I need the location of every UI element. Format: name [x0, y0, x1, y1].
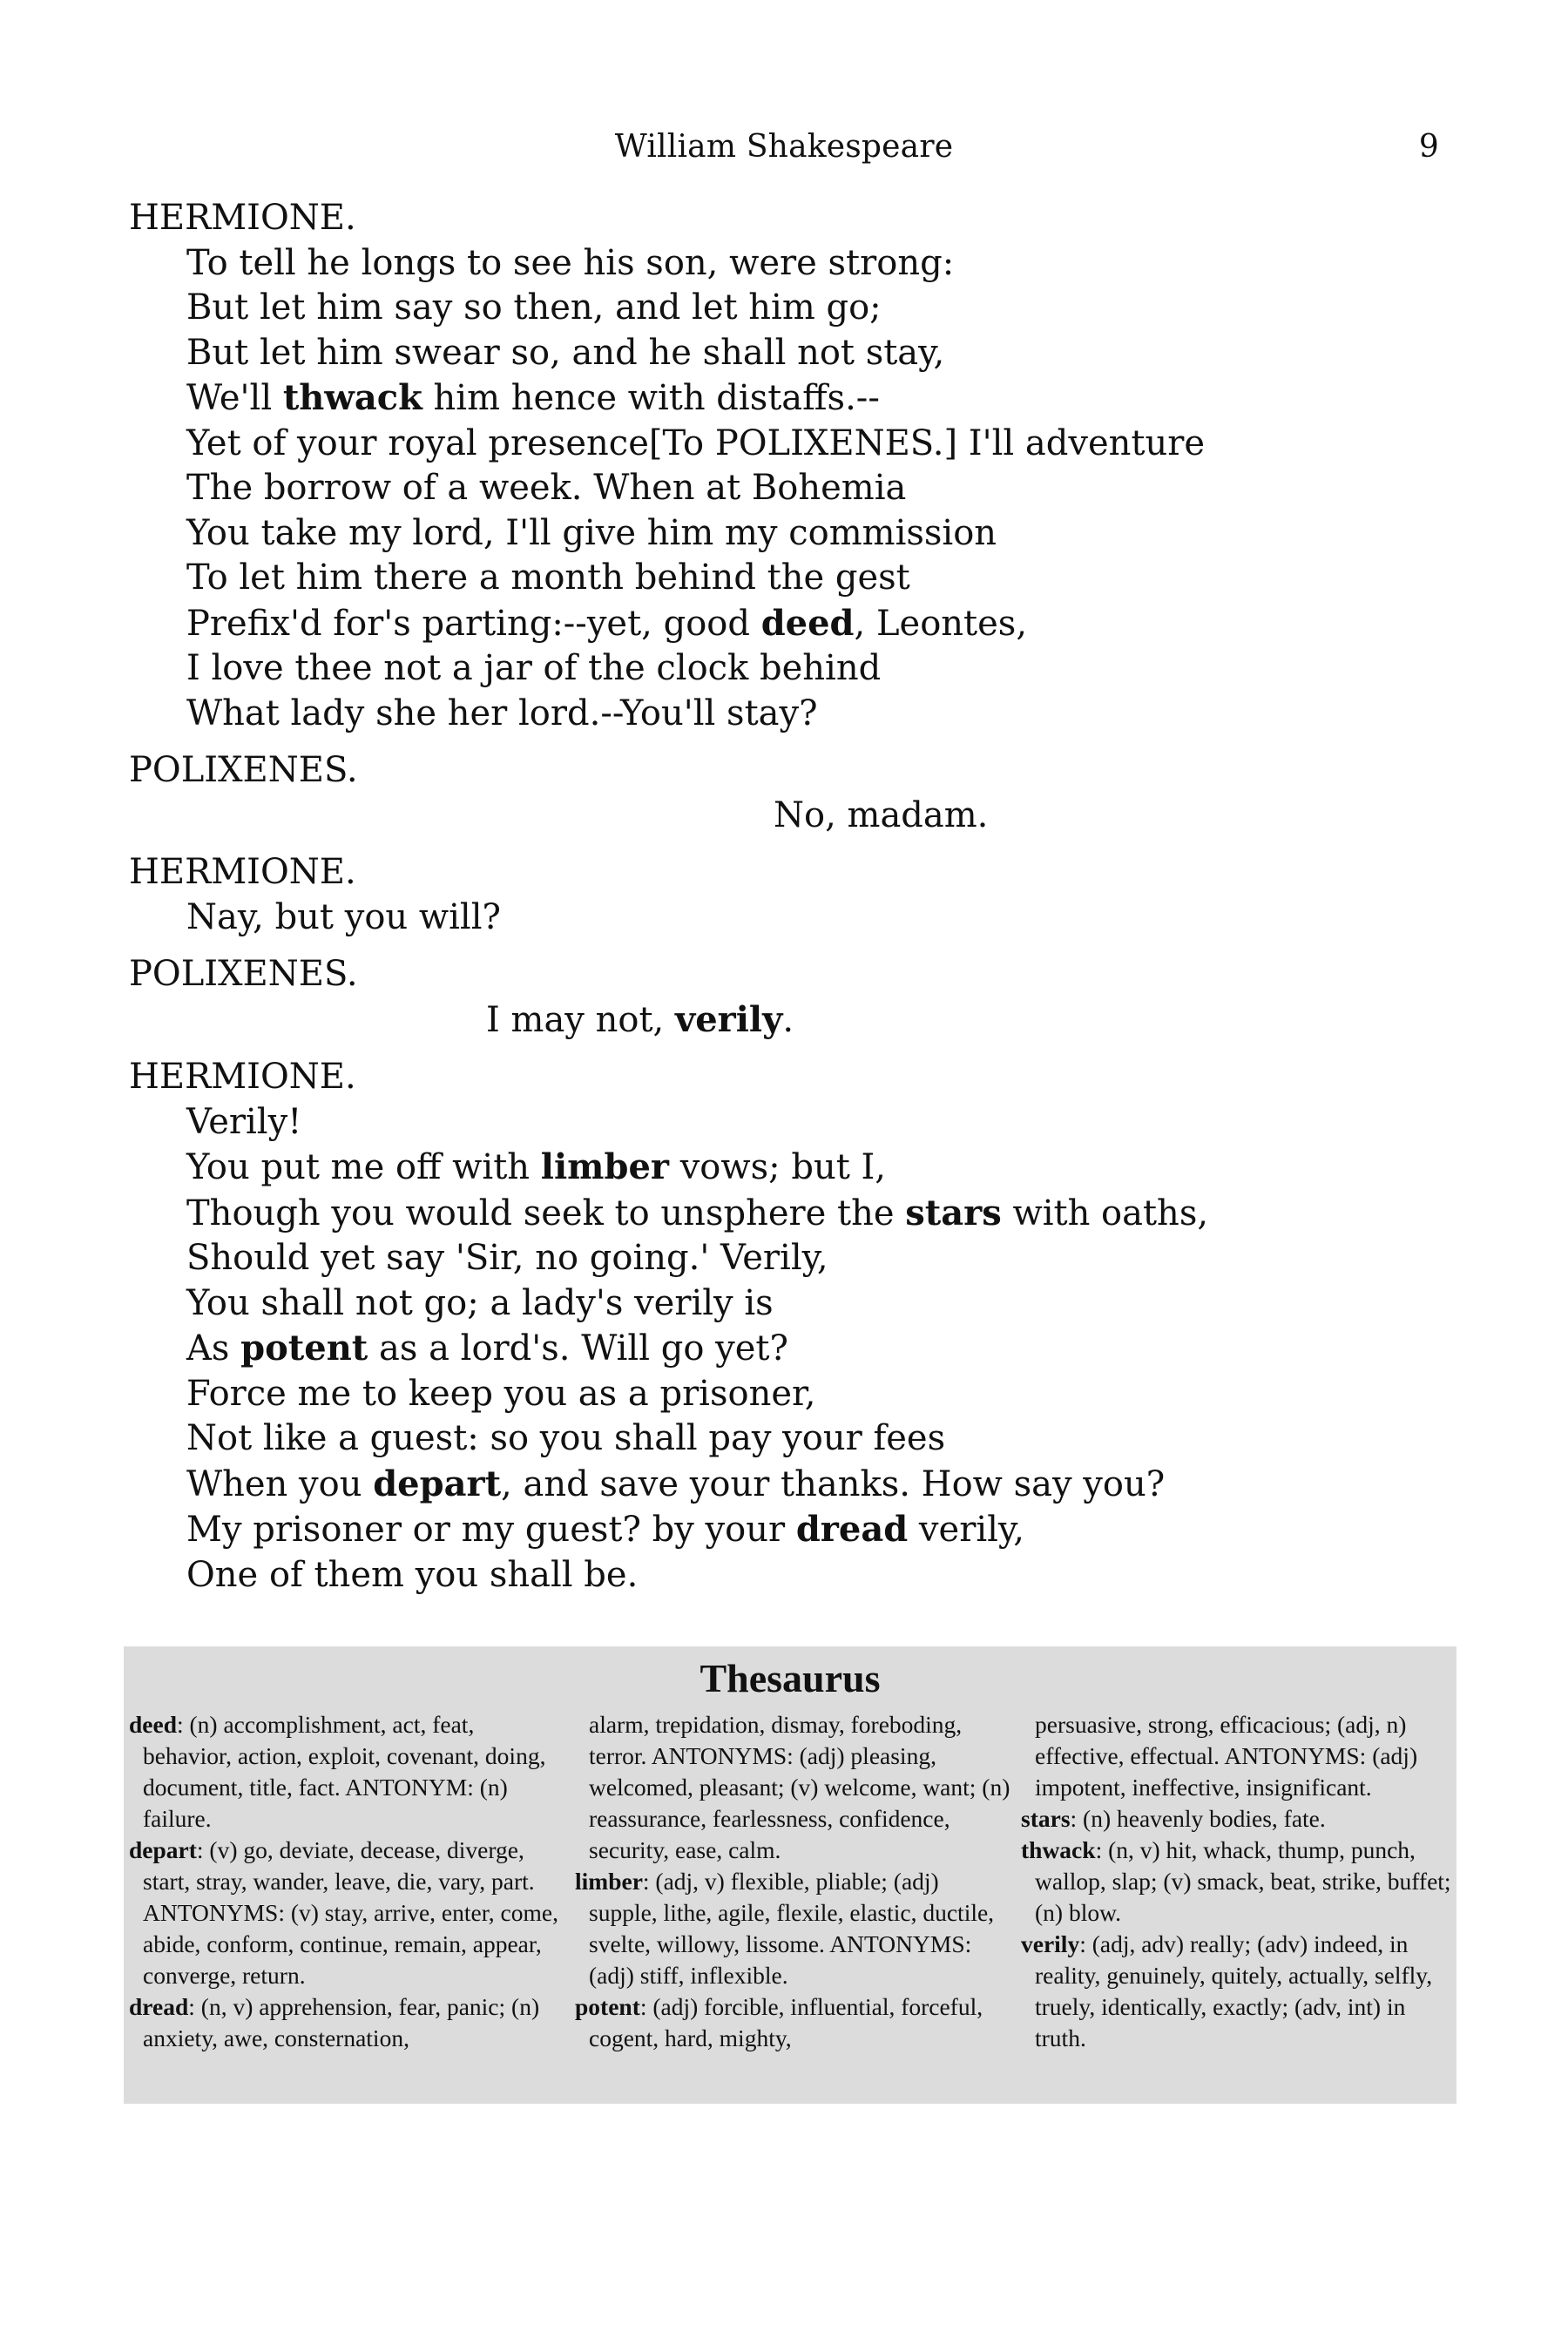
verse-line: Nay, but you will?: [186, 896, 501, 937]
entry-term: limber: [575, 1868, 643, 1895]
thesaurus-column-1: [129, 1709, 564, 2054]
glossed-word: verily: [674, 998, 783, 1040]
entry-thwack: [1021, 1835, 1456, 1929]
text-run: verily,: [908, 1510, 1024, 1550]
entry-definition: : (n, v) apprehension, fear, panic; (n) anxiety, awe, consternation,: [143, 1993, 540, 2051]
text-run: as a lord's. Will go yet?: [368, 1328, 788, 1369]
entry-limber: [575, 1866, 1010, 1991]
text-run: vows; but I,: [668, 1147, 887, 1187]
verse-line: The borrow of a week. When at Bohemia: [186, 468, 907, 508]
text-run: I may not,: [486, 999, 675, 1040]
text-run: As: [186, 1328, 241, 1369]
entry-term: deed: [129, 1711, 177, 1738]
verse-line: You take my lord, I'll give him my commission: [186, 512, 997, 553]
text-run: My prisoner or my guest? by your: [186, 1510, 796, 1550]
entry-potent: [575, 1991, 1010, 2054]
verse-line: [186, 601, 1470, 647]
glossed-word: stars: [905, 1192, 1002, 1233]
verse-line: No, madam.: [774, 794, 989, 835]
verse-line: [186, 1145, 1470, 1191]
thesaurus-column-3: [1021, 1709, 1456, 2054]
entry-term: depart: [129, 1836, 197, 1863]
text-run: You put me off with: [186, 1147, 541, 1187]
running-title: William Shakespeare: [614, 129, 954, 165]
speaker-name: HERMIONE.: [129, 198, 356, 238]
verse-line: [186, 1507, 1470, 1553]
glossed-word: dread: [795, 1509, 909, 1550]
thesaurus-title: Thesaurus: [700, 1656, 881, 1700]
speech-5: [129, 1055, 1470, 1598]
speech-4: [129, 952, 1470, 1043]
text-run: Though you would seek to unsphere the: [186, 1193, 906, 1233]
speech-3: [129, 850, 1470, 940]
glossed-word: thwack: [282, 377, 422, 418]
entry-verily: [1021, 1929, 1456, 2054]
verse-line: [186, 1326, 1470, 1372]
thesaurus-column-2: [575, 1709, 1010, 2054]
page-number: 9: [1418, 129, 1439, 165]
glossed-word: limber: [540, 1146, 669, 1187]
entry-term: dread: [129, 1993, 189, 2020]
text-run: .: [782, 999, 794, 1040]
glossed-word: depart: [373, 1463, 502, 1504]
play-text: [129, 196, 1470, 1610]
entry-term: potent: [575, 1993, 640, 2020]
thesaurus-box: [124, 1646, 1456, 2104]
speaker-name: HERMIONE.: [129, 1057, 356, 1097]
verse-line: I love thee not a jar of the clock behind: [186, 648, 882, 688]
verse-line: But let him swear so, and he shall not stay,: [186, 332, 945, 373]
entry-dread: [129, 1991, 564, 2054]
verse-line: Not like a guest: so you shall pay your fees: [186, 1418, 946, 1458]
speech-2: [129, 748, 1470, 838]
verse-line: To let him there a month behind the gest: [186, 558, 910, 598]
entry-term: thwack: [1021, 1836, 1096, 1863]
entry-term: stars: [1021, 1805, 1071, 1832]
entry-term: verily: [1021, 1930, 1080, 1957]
entry-depart: [129, 1835, 564, 1991]
text-run: him hence with distaffs.--: [422, 378, 880, 418]
entry-continuation: alarm, trepidation, dismay, foreboding, terror. ANTONYMS: (adj) pleasing, welcomed, pleasant; (v) welcome, want; (n) reassurance, fearlessness, confidence, security, ease, calm.: [589, 1711, 1010, 1863]
text-run: Prefix'd for's parting:--yet, good: [186, 603, 761, 644]
text-run: , Leontes,: [854, 603, 1028, 644]
verse-line: But let him say so then, and let him go;: [186, 287, 882, 328]
entry-definition: : (adj, v) flexible, pliable; (adj) supple, lithe, agile, flexile, elastic, ductile, svelte, willowy, lissome. ANTONYMS: (adj) stiff, inflexible.: [589, 1868, 995, 1989]
entry-definition: : (n) accomplishment, act, feat, behavior, action, exploit, covenant, doing, document, title, fact. ANTONYM: (n) failure.: [143, 1711, 546, 1832]
verse-line: [186, 375, 1470, 422]
text-run: , and save your thanks. How say you?: [501, 1463, 1166, 1504]
entry-definition: : (n, v) hit, whack, thump, punch, wallop, slap; (v) smack, beat, strike, buffet; (n) blow.: [1035, 1836, 1451, 1926]
entry-continuation: persuasive, strong, efficacious; (adj, n) effective, effectual. ANTONYMS: (adj) impotent, ineffective, insignificant.: [1035, 1711, 1418, 1801]
entry-definition: : (adj) forcible, influential, forceful, cogent, hard, mighty,: [589, 1993, 983, 2051]
verse-line: [186, 1191, 1470, 1237]
verse-line: [186, 1462, 1470, 1508]
speaker-name: POLIXENES.: [129, 750, 358, 790]
entry-definition: : (n) heavenly bodies, fate.: [1070, 1805, 1326, 1832]
text-run: When you: [186, 1463, 374, 1504]
glossed-word: deed: [760, 602, 855, 644]
verse-line: To tell he longs to see his son, were strong:: [186, 242, 955, 283]
entry-definition: : (v) go, deviate, decease, diverge, start, stray, wander, leave, die, vary, part. ANTONYMS: (v) stay, arrive, enter, come, abide, conform, continue, remain, appear, converge, return.: [143, 1836, 558, 1989]
text-run: with oaths,: [1001, 1193, 1209, 1233]
page-header: [0, 129, 1568, 172]
speaker-name: POLIXENES.: [129, 954, 358, 994]
glossed-word: potent: [240, 1328, 368, 1369]
entry-stars: [1021, 1803, 1456, 1835]
verse-line: Verily!: [186, 1101, 302, 1142]
verse-line: Force me to keep you as a prisoner,: [186, 1373, 816, 1414]
verse-line: Yet of your royal presence[To POLIXENES.] I'll adventure: [186, 422, 1206, 463]
speaker-name: HERMIONE.: [129, 852, 356, 892]
entry-deed: [129, 1709, 564, 1835]
verse-line: [486, 997, 1470, 1044]
verse-line: One of them you shall be.: [186, 1554, 639, 1595]
verse-line: You shall not go; a lady's verily is: [186, 1282, 774, 1323]
entry-definition: : (adj, adv) really; (adv) indeed, in reality, genuinely, quitely, actually, selfly, truely, identically, exactly; (adv, int) in truth.: [1035, 1930, 1433, 2051]
speech-1: [129, 196, 1470, 736]
verse-line: What lady she her lord.--You'll stay?: [186, 693, 818, 733]
verse-line: Should yet say 'Sir, no going.' Verily,: [186, 1238, 828, 1278]
text-run: We'll: [186, 378, 283, 418]
